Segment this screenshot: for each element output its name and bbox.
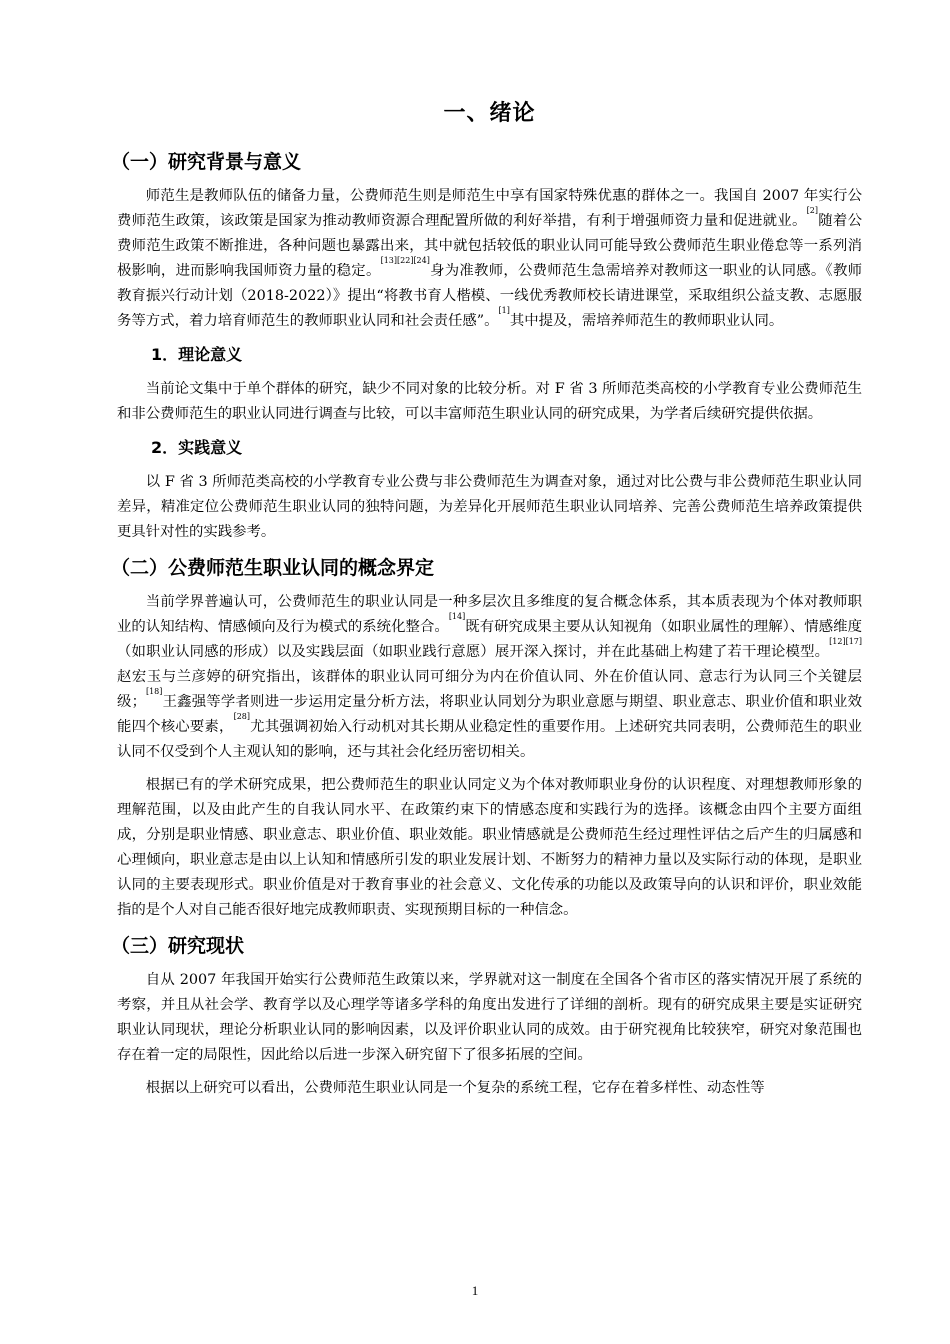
paragraph-status-1: 自从 2007 年我国开始实行公费师范生政策以来，学界就对这一制度在全国各个省市区的落实情况开展了系统的考察，并且从社会学、教育学以及心理学等诸多学科的角度出发进行了详细的剖析。现有的研究成果主要是实证研究职业认同现状，理论分析职业认同的影响因素，以及评价职业认同的成效。由于研究视角比较狭窄，研究对象范围也存在着一定的局限性，因此给以后进一步深入研究留下了很多拓展的空间。	[117, 972, 862, 1063]
citation-ref: [13][22][24]	[380, 256, 430, 265]
text-run: 赵宏玉与兰彦婷的研究指出，该群体的职业认同可细分为内在价值认同、外在价值认同、意志行为认同三个关键层级；	[117, 669, 862, 710]
paragraph-definition-1	[117, 590, 862, 765]
text-run: 其中提及，需培养师范生的教师职业认同。	[509, 313, 784, 329]
text-run: 当前学界普遍认可，公费师范生的职业认同是一种多层次且多维度的复合概念体系，其本质表现为个体对教师职业的认知结构、情感倾向及行为模式的系统化整合。	[117, 594, 862, 635]
document-page	[111, 96, 862, 1109]
paragraph-practice: 以 F 省 3 所师范类高校的小学教育专业公费与非公费师范生为调查对象，通过对比公费与非公费师范生职业认同差异，精准定位公费师范生职业认同的独特问题，为差异化开展师范生职业认同培养、完善公费师范生培养政策提供更具针对性的实践参考。	[117, 474, 862, 540]
paragraph-theory: 当前论文集中于单个群体的研究，缺少不同对象的比较分析。对 F 省 3 所师范类高校的小学教育专业公费师范生和非公费师范生的职业认同进行调查与比较，可以丰富师范生职业认同的研究成果，为学者后续研究提供依据。	[117, 381, 862, 422]
citation-ref: [1]	[498, 306, 510, 315]
section-heading-status: （三）研究现状	[111, 935, 245, 957]
paragraph-background	[117, 184, 862, 334]
citation-ref: [18]	[145, 687, 163, 696]
page-number: 1	[471, 1283, 479, 1298]
text-run: 身为准教师，公费师范生急需培养对教师这一职业的认同感。《教师教育振兴行动计划（2018-2022）》提出“将教书育人楷模、一线优秀教师校长请进课堂，采取组织公益支教、志愿服务等方式，着力培育师范生的教师职业认同和社会责任感”。	[117, 263, 862, 329]
citation-ref: [28]	[233, 712, 250, 721]
text-run: 尤其强调初始入行动机对其长期从业稳定性的重要作用。上述研究共同表明，公费师范生的职业认同不仅受到个人主观认知的影响，还与其社会化经历密切相关。	[117, 719, 862, 760]
text-run: 既有研究成果主要从认知视角（如职业属性的理解）、情感维度（如职业认同感的形成）以及实践层面（如职业践行意愿）展开深入探讨，并在此基础上构建了若干理论模型。	[117, 619, 862, 660]
section-heading-background: （一）研究背景与意义	[111, 151, 302, 173]
subsection-heading-theory: 1．理论意义	[151, 345, 243, 364]
section-heading-definition: （二）公费师范生职业认同的概念界定	[111, 557, 435, 579]
citation-ref: [2]	[806, 206, 818, 215]
paragraph-definition-2: 根据已有的学术研究成果，把公费师范生的职业认同定义为个体对教师职业身份的认识程度、对理想教师形象的理解范围，以及由此产生的自我认同水平、在政策约束下的情感态度和实践行为的选择。该概念由四个主要方面组成，分别是职业情感、职业意志、职业价值、职业效能。职业情感就是公费师范生经过理性评估之后产生的归属感和心理倾向，职业意志是由以上认知和情感所引发的职业发展计划、不断努力的精神力量以及实际行动的体现，是职业认同的主要表现形式。职业价值是对于教育事业的社会意义、文化传承的功能以及政策导向的认识和评价，职业效能指的是个人对自己能否很好地完成教师职责、实现预期目标的一种信念。	[117, 777, 862, 918]
text-run: 师范生是教师队伍的储备力量，公费师范生则是师范生中享有国家特殊优惠的群体之一。我国自 2007 年实行公费师范生政策，该政策是国家为推动教师资源合理配置所做的利好举措，有利于增强师资力量和促进就业。	[117, 188, 862, 229]
text-run: 王鑫强等学者则进一步运用定量分析方法，将职业认同划分为职业意愿与期望、职业意志、职业价值和职业效能四个核心要素，	[117, 694, 862, 735]
citation-ref: [12][17]	[829, 637, 862, 646]
paragraph-status-2: 根据以上研究可以看出，公费师范生职业认同是一个复杂的系统工程，它存在着多样性、动态性等	[145, 1080, 765, 1096]
citation-ref: [14]	[448, 612, 466, 621]
chapter-title: 一、绪论	[443, 101, 536, 126]
subsection-heading-practice: 2．实践意义	[151, 438, 243, 457]
text-run: 随着公费师范生政策不断推进，各种问题也暴露出来，其中就包括较低的职业认同可能导致公费师范生职业倦怠等一系列消极影响，进而影响我国师资力量的稳定。	[117, 213, 862, 279]
